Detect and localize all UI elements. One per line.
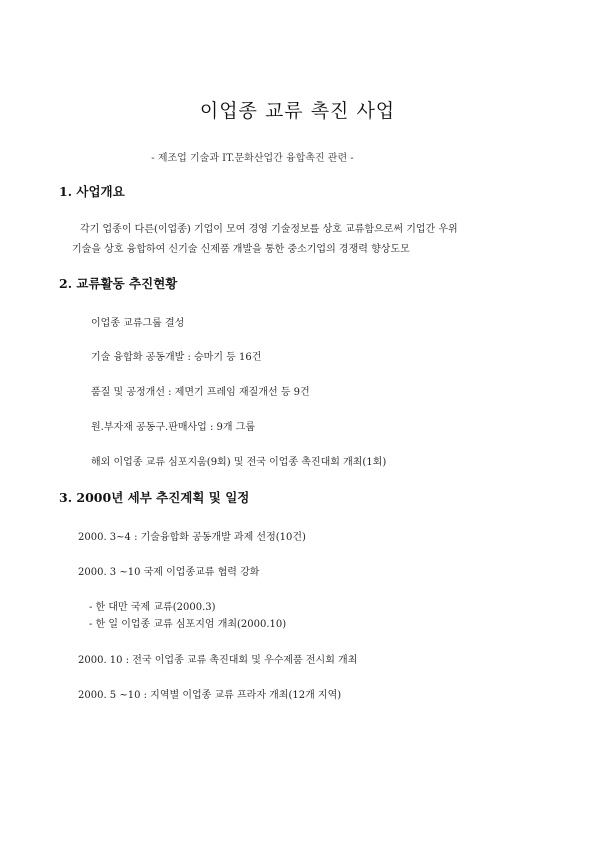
schedule-bullet: - 한 일 이업종 교류 심포지엄 개최(2000.10) <box>89 619 287 630</box>
schedule-item: 2000. 10 : 전국 이업종 교류 촉진대회 및 우수제품 전시회 개최 <box>78 655 358 666</box>
activity-item: 기술 융합화 공동개발 : 승마기 등 16건 <box>91 352 262 363</box>
schedule-item: 2000. 3 ~10 국제 이업종교류 협력 강화 <box>78 567 260 578</box>
schedule-item: 2000. 3~4 : 기술융합화 공동개발 과제 선정(10건) <box>78 532 306 543</box>
activity-item: 품질 및 공정개선 : 제면기 프레임 재질개선 등 9건 <box>91 387 310 398</box>
schedule-item: 2000. 5 ~10 : 지역별 이업종 교류 프라자 개최(12개 지역) <box>78 690 342 701</box>
activity-item: 이업종 교류그룹 결성 <box>91 318 185 329</box>
overview-paragraph-line: 기술을 상호 융합하여 신기술 신제품 개발을 통한 중소기업의 경쟁력 향상도모 <box>72 244 410 255</box>
activity-item: 원.부자재 공동구.판매사업 : 9개 그룹 <box>91 422 256 433</box>
section-heading-overview: 1. 사업개요 <box>59 184 125 199</box>
activity-item: 해외 이업종 교류 심포지움(9회) 및 전국 이업종 촉진대회 개최(1회) <box>91 457 387 468</box>
section-heading-plan: 3. 2000년 세부 추진계획 및 일정 <box>59 490 250 505</box>
section-heading-activities: 2. 교류활동 추진현황 <box>59 276 178 291</box>
document-subtitle: - 제조업 기술과 IT.문화산업간 융합촉진 관련 - <box>151 153 354 164</box>
schedule-bullet: - 한 대만 국제 교류(2000.3) <box>89 602 216 613</box>
document-title: 이업종 교류 촉진 사업 <box>199 100 396 122</box>
overview-paragraph-line: 각기 업종이 다른(이업종) 기업이 모여 경영 기술정보를 상호 교류함으로써 기업간 우위 <box>80 224 458 235</box>
